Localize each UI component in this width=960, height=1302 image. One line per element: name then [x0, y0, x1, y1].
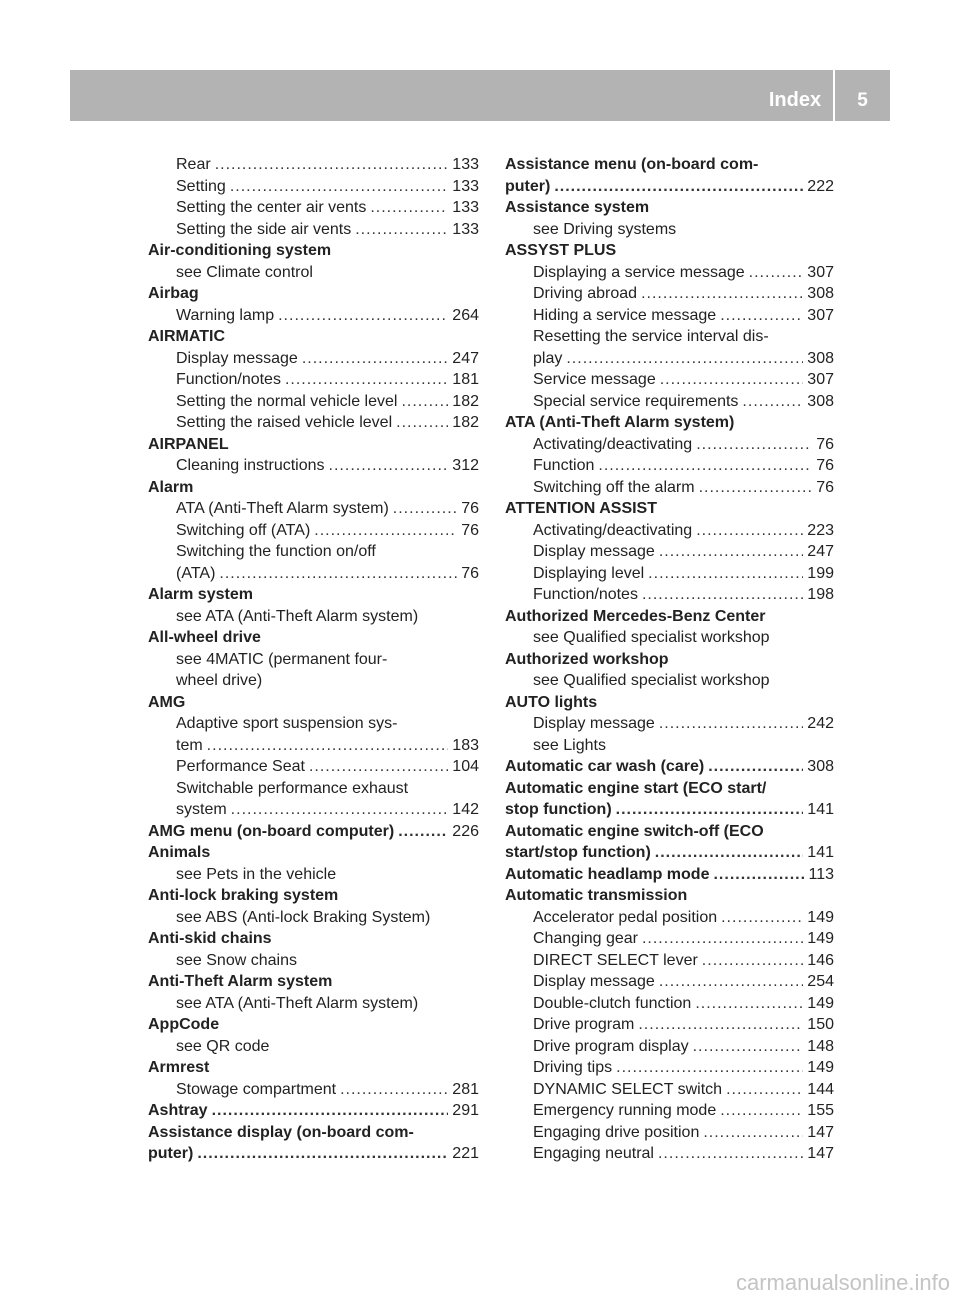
entry-page-number: 226 — [452, 822, 479, 840]
index-subentry — [148, 950, 479, 972]
dot-leader — [355, 219, 448, 241]
entry-text: Performance Seat — [176, 758, 305, 775]
entry-page-number: 291 — [452, 1102, 479, 1119]
index-subentry — [148, 412, 479, 434]
index-entry — [505, 154, 834, 176]
index-entry — [505, 885, 834, 907]
index-subentry — [505, 928, 834, 950]
entry-text: AMG — [148, 693, 186, 711]
index-subentry — [148, 778, 479, 800]
dot-leader — [708, 756, 803, 778]
dot-leader — [699, 477, 813, 499]
index-subentry — [505, 1079, 834, 1101]
dot-leader — [720, 305, 803, 327]
dot-leader — [658, 1143, 803, 1165]
entry-text: Alarm system — [148, 586, 253, 603]
index-subentry — [505, 391, 834, 413]
index-subentry — [505, 584, 834, 606]
entry-text: see Climate control — [176, 263, 313, 281]
entry-text: Automatic headlamp mode — [505, 865, 710, 883]
index-subentry — [505, 627, 834, 649]
entry-text: Anti-skid chains — [148, 930, 272, 947]
entry-page-number: 155 — [807, 1102, 834, 1119]
entry-text: Resetting the service interval dis- — [533, 328, 769, 345]
entry-text: Switchable performance exhaust — [176, 779, 409, 797]
entry-text: Automatic transmission — [505, 887, 688, 904]
entry-page-number: 308 — [807, 758, 834, 775]
entry-text: Drive program — [533, 1016, 635, 1033]
index-subentry — [505, 520, 834, 542]
entry-page-number: 149 — [807, 930, 834, 947]
index-subentry — [148, 541, 479, 563]
entry-text: AIRPANEL — [148, 435, 229, 453]
entry-text: Switching off the alarm — [533, 478, 695, 496]
index-entry — [148, 1014, 479, 1036]
index-subentry — [148, 176, 479, 198]
dot-leader — [726, 1079, 803, 1101]
index-entry — [148, 326, 479, 348]
entry-text: see 4MATIC (permanent four- — [176, 650, 388, 668]
entry-text: Drive program display — [533, 1037, 689, 1055]
entry-text: system — [176, 801, 227, 818]
dot-leader — [641, 283, 803, 305]
index-entry — [505, 799, 834, 821]
entry-page-number: 148 — [807, 1037, 834, 1055]
entry-text: Anti-lock braking system — [148, 887, 339, 904]
index-subentry — [505, 541, 834, 563]
index-subentry — [148, 1079, 479, 1101]
index-subentry — [148, 348, 479, 370]
index-entry — [505, 778, 834, 800]
entry-text: see Snow chains — [176, 951, 297, 969]
dot-leader — [396, 412, 448, 434]
entry-text: Automatic engine start (ECO start/ — [505, 779, 767, 797]
entry-text: DIRECT SELECT lever — [533, 951, 698, 969]
entry-page-number: 254 — [807, 973, 834, 990]
entry-page-number: 221 — [452, 1145, 479, 1162]
entry-text: AppCode — [148, 1016, 220, 1033]
index-subentry — [505, 1100, 834, 1122]
dot-leader — [696, 520, 803, 542]
entry-page-number: 141 — [807, 844, 834, 861]
dot-leader — [554, 176, 803, 198]
dot-leader — [695, 993, 803, 1015]
entry-text: Switching the function on/off — [176, 543, 376, 560]
dot-leader — [598, 455, 812, 477]
index-entry — [148, 692, 479, 714]
entry-text: see Pets in the vehicle — [176, 865, 337, 883]
index-subentry — [505, 735, 834, 757]
entry-text: see Qualified specialist workshop — [533, 629, 770, 646]
index-entry — [148, 627, 479, 649]
entry-text: Displaying a service message — [533, 263, 745, 281]
dot-leader — [398, 821, 448, 843]
entry-page-number: 183 — [452, 736, 479, 754]
entry-text: Display message — [533, 543, 655, 560]
index-subentry — [148, 993, 479, 1015]
entry-text: Assistance menu (on-board com- — [505, 156, 759, 173]
index-entry — [505, 864, 834, 886]
entry-page-number: 133 — [452, 156, 479, 173]
dot-leader — [659, 713, 803, 735]
entry-text: see ATA (Anti-Theft Alarm system) — [176, 994, 419, 1012]
entry-text: see ABS (Anti-lock Braking System) — [176, 908, 431, 926]
index-subentry — [148, 197, 479, 219]
index-subentry — [148, 305, 479, 327]
index-subentry — [148, 498, 479, 520]
index-subentry — [148, 520, 479, 542]
index-entry — [148, 1100, 479, 1122]
dot-leader — [219, 563, 457, 585]
entry-text: wheel drive) — [176, 672, 263, 689]
index-entry — [148, 821, 479, 843]
dot-leader — [314, 520, 457, 542]
index-entry — [148, 1122, 479, 1144]
index-subentry — [505, 1036, 834, 1058]
index-subentry — [148, 262, 479, 284]
dot-leader — [659, 541, 803, 563]
index-entry — [148, 477, 479, 499]
dot-leader — [309, 756, 448, 778]
entry-text: tem — [176, 736, 203, 754]
index-subentry — [505, 219, 834, 241]
index-subentry — [148, 369, 479, 391]
index-entry — [148, 928, 479, 950]
index-subentry — [148, 219, 479, 241]
entry-page-number: 76 — [816, 478, 834, 496]
dot-leader — [720, 1100, 803, 1122]
dot-leader — [393, 498, 457, 520]
entry-text: Driving abroad — [533, 285, 638, 302]
entry-page-number: 307 — [807, 371, 834, 388]
index-subentry — [505, 262, 834, 284]
entry-page-number: 133 — [452, 177, 479, 195]
index-subentry — [148, 1036, 479, 1058]
entry-text: Adaptive sport suspension sys- — [176, 715, 398, 732]
entry-text: ATTENTION ASSIST — [505, 500, 657, 517]
entry-text: Emergency running mode — [533, 1102, 717, 1119]
entry-page-number: 247 — [807, 543, 834, 560]
index-entry — [505, 649, 834, 671]
dot-leader — [197, 1143, 448, 1165]
entry-text: see ATA (Anti-Theft Alarm system) — [176, 607, 419, 625]
entry-page-number: 199 — [807, 564, 834, 582]
index-subentry — [505, 670, 834, 692]
index-entry — [148, 283, 479, 305]
entry-text: (ATA) — [176, 564, 216, 582]
entry-page-number: 147 — [807, 1123, 834, 1141]
dot-leader — [285, 369, 448, 391]
dot-leader — [616, 799, 804, 821]
dot-leader — [329, 455, 449, 477]
dot-leader — [702, 950, 804, 972]
index-entry — [148, 971, 479, 993]
index-entry — [505, 821, 834, 843]
entry-text: see Lights — [533, 736, 606, 754]
entry-page-number: 182 — [452, 414, 479, 431]
index-entry — [505, 197, 834, 219]
entry-text: Special service requirements — [533, 392, 739, 410]
entry-text: ATA (Anti-Theft Alarm system) — [505, 414, 735, 431]
entry-text: Setting the raised vehicle level — [176, 414, 393, 431]
index-subentry — [505, 971, 834, 993]
entry-text: Function — [533, 457, 595, 474]
dot-leader — [207, 735, 449, 757]
index-subentry — [148, 864, 479, 886]
entry-page-number: 144 — [807, 1080, 834, 1098]
index-subentry — [505, 950, 834, 972]
index-column-left — [148, 154, 479, 1165]
entry-page-number: 242 — [807, 715, 834, 732]
index-subentry — [505, 993, 834, 1015]
entry-text: start/stop function) — [505, 844, 651, 861]
entry-text: Changing gear — [533, 930, 638, 947]
index-entry — [505, 756, 834, 778]
dot-leader — [616, 1057, 803, 1079]
entry-page-number: 76 — [461, 500, 479, 517]
dot-leader — [340, 1079, 448, 1101]
entry-text: Setting — [176, 177, 226, 195]
entry-text: Hiding a service message — [533, 306, 717, 324]
entry-page-number: 181 — [452, 371, 479, 388]
dot-leader — [642, 928, 803, 950]
entry-page-number: 76 — [461, 521, 479, 539]
entry-text: Alarm — [148, 478, 194, 496]
index-subentry — [505, 1122, 834, 1144]
entry-text: Setting the center air vents — [176, 199, 367, 216]
index-entry — [148, 240, 479, 262]
entry-text: Display message — [533, 973, 655, 990]
entry-text: stop function) — [505, 801, 612, 818]
entry-page-number: 308 — [807, 285, 834, 302]
dot-leader — [401, 391, 448, 413]
entry-page-number: 247 — [452, 349, 479, 367]
entry-text: Authorized Mercedes-Benz Center — [505, 607, 766, 625]
entry-text: Driving tips — [533, 1059, 613, 1076]
section-title: Index — [768, 89, 822, 111]
entry-page-number: 141 — [807, 801, 834, 818]
entry-text: AMG menu (on-board computer) — [148, 822, 395, 840]
index-subentry — [505, 477, 834, 499]
index-entry — [505, 842, 834, 864]
index-entry — [148, 434, 479, 456]
entry-text: Animals — [148, 844, 211, 861]
dot-leader — [648, 563, 803, 585]
entry-page-number: 113 — [808, 865, 834, 883]
entry-text: Anti-Theft Alarm system — [148, 973, 333, 990]
index-subentry — [148, 670, 479, 692]
entry-text: Air-conditioning system — [148, 242, 332, 259]
entry-text: Armrest — [148, 1059, 210, 1076]
entry-page-number: 308 — [807, 349, 834, 367]
index-entry — [505, 498, 834, 520]
dot-leader — [742, 391, 803, 413]
index-subentry — [505, 369, 834, 391]
index-subentry — [148, 606, 479, 628]
entry-page-number: 133 — [452, 199, 479, 216]
entry-text: Function/notes — [176, 371, 281, 388]
watermark: carmanualsonline.info — [735, 1270, 950, 1295]
entry-text: Authorized workshop — [505, 650, 669, 668]
entry-page-number: 76 — [816, 457, 834, 474]
entry-page-number: 307 — [807, 306, 834, 324]
entry-text: Automatic car wash (care) — [505, 758, 705, 775]
entry-text: Rear — [176, 156, 211, 173]
entry-page-number: 76 — [461, 564, 479, 582]
index-entry — [505, 240, 834, 262]
index-subentry — [148, 713, 479, 735]
entry-text: Display message — [176, 349, 298, 367]
dot-leader — [638, 1014, 803, 1036]
entry-text: Warning lamp — [176, 306, 275, 324]
entry-text: Cleaning instructions — [176, 457, 325, 474]
index-subentry — [505, 283, 834, 305]
entry-text: Accelerator pedal position — [533, 908, 718, 926]
entry-page-number: 142 — [452, 801, 479, 818]
entry-text: Assistance system — [505, 199, 650, 216]
entry-text: Setting the side air vents — [176, 220, 352, 238]
entry-text: Engaging neutral — [533, 1145, 654, 1162]
entry-text: Ashtray — [148, 1102, 208, 1119]
entry-page-number: 264 — [452, 306, 479, 324]
index-subentry — [148, 391, 479, 413]
index-subentry — [505, 1057, 834, 1079]
entry-text: play — [533, 349, 563, 367]
dot-leader — [566, 348, 803, 370]
index-subentry — [148, 455, 479, 477]
entry-text: ATA (Anti-Theft Alarm system) — [176, 500, 389, 517]
dot-leader — [721, 907, 803, 929]
dot-leader — [659, 971, 803, 993]
dot-leader — [703, 1122, 803, 1144]
index-entry — [505, 692, 834, 714]
entry-text: see Qualified specialist workshop — [533, 672, 770, 689]
entry-text: ASSYST PLUS — [505, 242, 617, 259]
index-subentry — [505, 713, 834, 735]
entry-text: Automatic engine switch-off (ECO — [505, 822, 764, 840]
entry-page-number: 308 — [807, 392, 834, 410]
dot-leader — [302, 348, 448, 370]
entry-text: puter) — [148, 1145, 194, 1162]
index-entry — [148, 1057, 479, 1079]
dot-leader — [655, 842, 804, 864]
index-subentry — [148, 154, 479, 176]
dot-leader — [749, 262, 804, 284]
entry-text: Assistance display (on-board com- — [148, 1123, 414, 1141]
entry-text: Activating/deactivating — [533, 435, 693, 453]
entry-text: Function/notes — [533, 586, 638, 603]
index-subentry — [505, 455, 834, 477]
index-subentry — [148, 649, 479, 671]
entry-text: AIRMATIC — [148, 328, 226, 345]
dot-leader — [693, 1036, 804, 1058]
entry-page-number: 104 — [452, 758, 479, 775]
entry-page-number: 150 — [807, 1016, 834, 1033]
entry-text: Activating/deactivating — [533, 521, 693, 539]
index-subentry — [505, 1014, 834, 1036]
index-entry — [505, 606, 834, 628]
dot-leader — [660, 369, 804, 391]
entry-text: DYNAMIC SELECT switch — [533, 1080, 723, 1098]
index-subentry — [505, 326, 834, 348]
entry-page-number: 198 — [807, 586, 834, 603]
dot-leader — [212, 1100, 449, 1122]
dot-leader — [278, 305, 448, 327]
page-number: 5 — [857, 90, 868, 111]
entry-text: puter) — [505, 177, 551, 195]
dot-leader — [642, 584, 803, 606]
dot-leader — [713, 864, 804, 886]
entry-page-number: 149 — [807, 908, 834, 926]
entry-text: AUTO lights — [505, 693, 598, 711]
index-subentry — [148, 756, 479, 778]
entry-text: Stowage compartment — [176, 1080, 337, 1098]
dot-leader — [215, 154, 449, 176]
index-subentry — [505, 348, 834, 370]
entry-text: All-wheel drive — [148, 629, 261, 646]
index-subentry — [148, 799, 479, 821]
index-entry — [148, 584, 479, 606]
entry-page-number: 182 — [452, 392, 479, 410]
entry-text: Airbag — [148, 285, 199, 302]
entry-text: Double-clutch function — [533, 994, 692, 1012]
dot-leader — [370, 197, 448, 219]
index-subentry — [505, 563, 834, 585]
dot-leader — [696, 434, 812, 456]
index-subentry — [148, 735, 479, 757]
index-entry — [148, 885, 479, 907]
entry-text: Engaging drive position — [533, 1123, 700, 1141]
entry-page-number: 149 — [807, 1059, 834, 1076]
entry-page-number: 222 — [807, 177, 834, 195]
entry-text: Setting the normal vehicle level — [176, 392, 398, 410]
entry-page-number: 147 — [807, 1145, 834, 1162]
entry-text: see QR code — [176, 1037, 270, 1055]
index-subentry — [148, 907, 479, 929]
entry-page-number: 312 — [452, 457, 479, 474]
entry-page-number: 223 — [807, 521, 834, 539]
entry-text: Switching off (ATA) — [176, 521, 311, 539]
index-subentry — [505, 907, 834, 929]
entry-text: Display message — [533, 715, 655, 732]
entry-page-number: 149 — [807, 994, 834, 1012]
dot-leader — [231, 799, 449, 821]
entry-text: Service message — [533, 371, 656, 388]
entry-text: see Driving systems — [533, 220, 677, 238]
index-subentry — [148, 563, 479, 585]
index-subentry — [505, 434, 834, 456]
index-entry — [505, 176, 834, 198]
entry-page-number: 307 — [807, 263, 834, 281]
entry-page-number: 76 — [816, 435, 834, 453]
index-entry — [148, 842, 479, 864]
index-column-right — [505, 154, 834, 1165]
index-entry — [148, 1143, 479, 1165]
index-entry — [505, 412, 834, 434]
index-subentry — [505, 305, 834, 327]
entry-page-number: 281 — [452, 1080, 479, 1098]
entry-page-number: 133 — [452, 220, 479, 238]
index-subentry — [505, 1143, 834, 1165]
entry-text: Displaying level — [533, 564, 645, 582]
entry-page-number: 146 — [807, 951, 834, 969]
dot-leader — [230, 176, 448, 198]
